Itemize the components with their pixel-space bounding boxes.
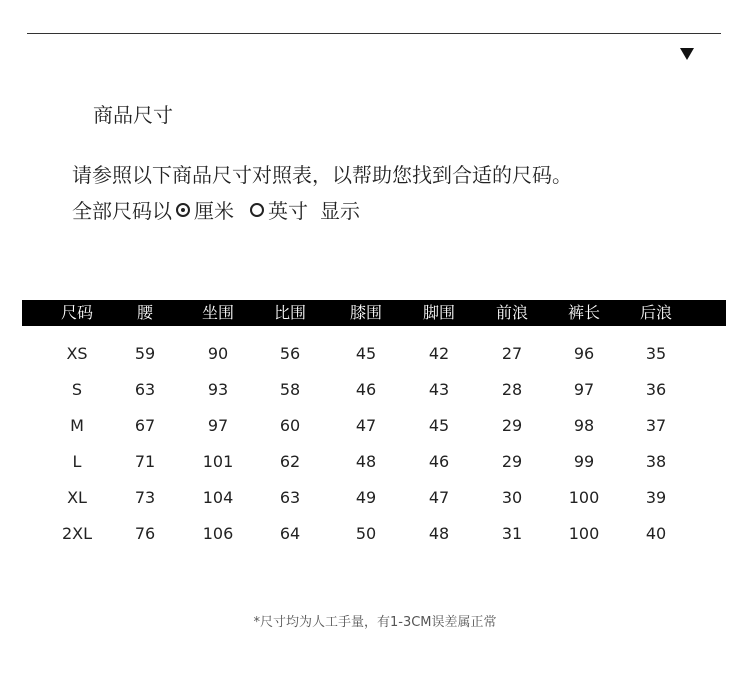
table-cell: 97 — [573, 380, 595, 399]
table-cell: 101 — [202, 452, 234, 471]
table-cell: S — [71, 380, 83, 399]
unit-option-cm[interactable] — [172, 195, 234, 224]
table-cell: L — [72, 452, 82, 471]
column-header: 前浪 — [495, 303, 528, 322]
table-row — [22, 516, 726, 552]
table-cell: 45 — [355, 344, 377, 363]
table-cell: 63 — [279, 488, 301, 507]
unit-option-inch-label: 英寸 — [268, 199, 308, 223]
table-cell: 100 — [568, 488, 600, 507]
table-cell: 56 — [279, 344, 301, 363]
table-cell: 49 — [355, 488, 377, 507]
column-header: 比围 — [273, 303, 306, 322]
table-cell: 100 — [568, 524, 600, 543]
table-cell: 93 — [207, 380, 229, 399]
unit-option-cm-label: 厘米 — [194, 199, 234, 223]
table-cell: M — [70, 416, 84, 435]
table-cell: 47 — [428, 488, 450, 507]
table-cell: 31 — [501, 524, 523, 543]
table-cell: 30 — [501, 488, 523, 507]
table-cell: 36 — [645, 380, 667, 399]
table-cell: 39 — [645, 488, 667, 507]
intro-text: 请参照以下商品尺寸对照表，以帮助您找到合适的尺码。 — [72, 163, 572, 187]
table-cell: 48 — [355, 452, 377, 471]
table-body — [22, 326, 726, 552]
top-divider — [27, 33, 721, 34]
radio-checked-icon[interactable] — [176, 203, 190, 217]
column-header: 脚围 — [422, 303, 455, 322]
table-cell: 50 — [355, 524, 377, 543]
table-cell: 67 — [134, 416, 156, 435]
table-row — [22, 480, 726, 516]
unit-selector — [72, 195, 360, 224]
table-cell: 64 — [279, 524, 301, 543]
collapse-triangle-icon[interactable] — [680, 48, 694, 60]
table-cell: XL — [67, 488, 87, 507]
column-header: 后浪 — [639, 303, 672, 322]
table-cell: 43 — [428, 380, 450, 399]
table-cell: 73 — [134, 488, 156, 507]
table-cell: 47 — [355, 416, 377, 435]
table-cell: 63 — [134, 380, 156, 399]
table-cell: 42 — [428, 344, 450, 363]
table-cell: XS — [66, 344, 88, 363]
table-cell: 48 — [428, 524, 450, 543]
table-cell: 97 — [207, 416, 229, 435]
measurement-footnote: *尺寸均为人工手量，有1-3CM误差属正常 — [253, 615, 497, 630]
column-header: 裤长 — [567, 303, 600, 322]
column-header: 坐围 — [201, 303, 234, 322]
radio-unchecked-icon[interactable] — [250, 203, 264, 217]
table-cell: 60 — [279, 416, 301, 435]
unit-suffix: 显示 — [320, 199, 360, 223]
table-cell: 45 — [428, 416, 450, 435]
table-cell: 76 — [134, 524, 156, 543]
table-cell: 46 — [355, 380, 377, 399]
table-cell: 38 — [645, 452, 667, 471]
table-cell: 2XL — [61, 524, 93, 543]
section-title: 商品尺寸 — [93, 103, 173, 127]
size-chart-table — [22, 300, 726, 552]
unit-option-inch[interactable] — [246, 195, 308, 224]
column-header: 腰 — [136, 303, 153, 322]
table-cell: 40 — [645, 524, 667, 543]
table-cell: 98 — [573, 416, 595, 435]
table-cell: 46 — [428, 452, 450, 471]
table-row — [22, 408, 726, 444]
table-cell: 106 — [202, 524, 234, 543]
table-cell: 96 — [573, 344, 595, 363]
table-cell: 29 — [501, 416, 523, 435]
column-header: 膝围 — [349, 303, 382, 322]
table-cell: 90 — [207, 344, 229, 363]
table-cell: 59 — [134, 344, 156, 363]
unit-prefix: 全部尺码以 — [72, 199, 172, 223]
table-row — [22, 444, 726, 480]
table-row — [22, 336, 726, 372]
table-cell: 29 — [501, 452, 523, 471]
table-cell: 37 — [645, 416, 667, 435]
table-cell: 35 — [645, 344, 667, 363]
table-cell: 58 — [279, 380, 301, 399]
table-cell: 99 — [573, 452, 595, 471]
table-cell: 28 — [501, 380, 523, 399]
table-row — [22, 372, 726, 408]
table-cell: 27 — [501, 344, 523, 363]
column-header: 尺码 — [60, 303, 93, 322]
table-header — [22, 300, 726, 326]
table-cell: 104 — [202, 488, 234, 507]
table-cell: 71 — [134, 452, 156, 471]
table-cell: 62 — [279, 452, 301, 471]
